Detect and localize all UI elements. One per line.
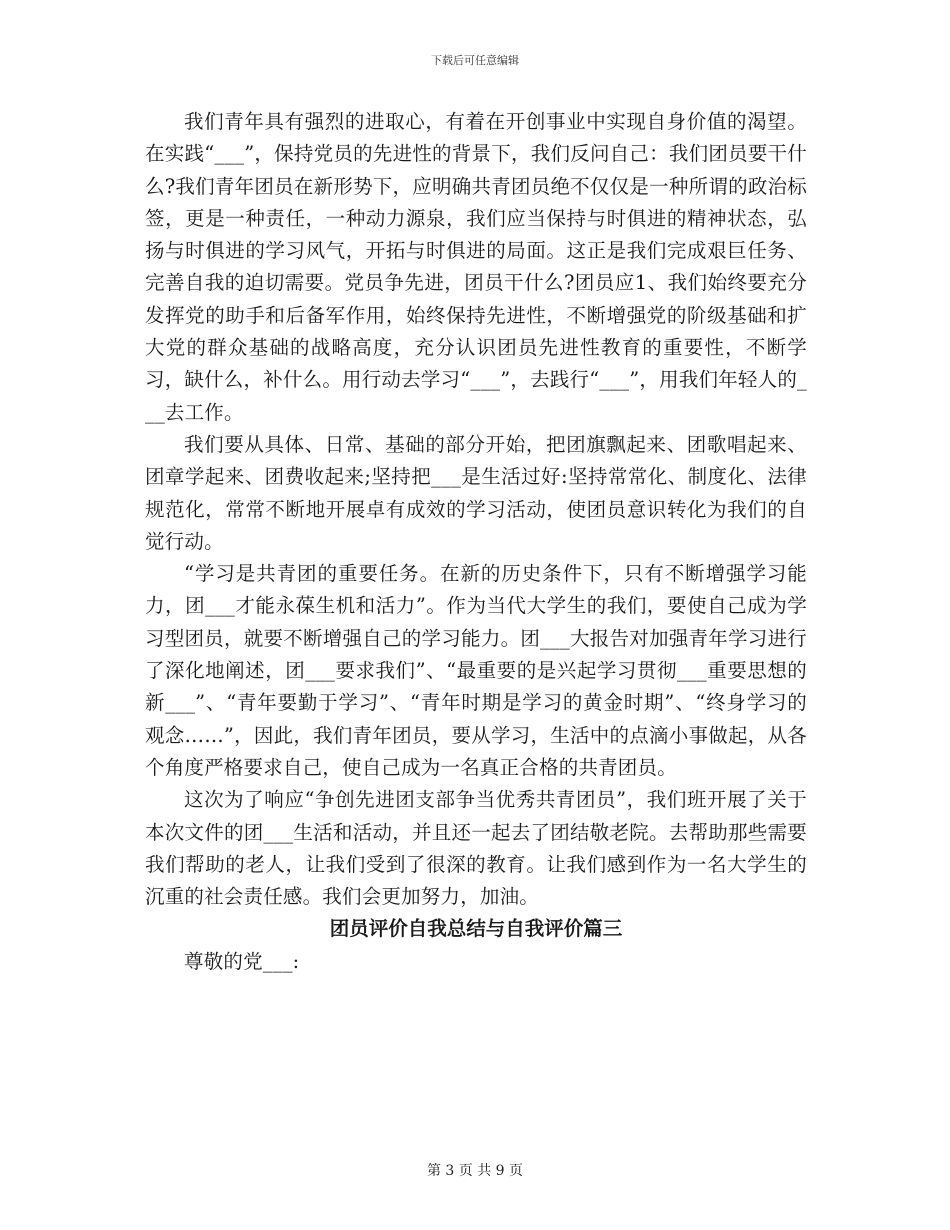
paragraph-2: 我们要从具体、日常、基础的部分开始，把团旗飘起来、团歌唱起来、团章学起来、团费收起来;坚持把___是生活过好:坚持常常化、制度化、法律规范化，常常不断地开展卓有成效的学习活动，使团员意识转化为我们的自觉行动。 <box>145 432 807 553</box>
paragraph-1: 我们青年具有强烈的进取心，有着在开创事业中实现自身价值的渴望。在实践“___”，保持党员的先进性的背景下，我们反问自己：我们团员要干什么?我们青年团员在新形势下，应明确共青团员绝不仅仅是一种所谓的政治标签，更是一种责任，一种动力源泉，我们应当保持与时俱进的精神状态，弘扬与时俱进的学习风气，开拓与时俱进的局面。这正是我们完成艰巨任务、完善自我的迫切需要。党员争先进，团员干什么?团员应1、我们始终要充分发挥党的助手和后备军作用，始终保持先进性，不断增强党的阶级基础和扩大党的群众基础的战略高度，充分认识团员先进性教育的重要性，不断学习，缺什么，补什么。用行动去学习“___”，去践行“___”，用我们年轻人的___去工作。 <box>145 110 807 424</box>
paragraph-4: 这次为了响应“争创先进团支部争当优秀共青团员”，我们班开展了关于本次文件的团___生活和活动，并且还一起去了团结敬老院。去帮助那些需要我们帮助的老人，让我们受到了很深的教育。让我们感到作为一名大学生的沉重的社会责任感。我们会更加努力，加油。 <box>145 788 807 909</box>
page-header: 下载后可任意编辑 <box>431 54 519 67</box>
salutation: 尊敬的党___: <box>184 949 300 973</box>
section-title: 团员评价自我总结与自我评价篇三 <box>329 917 623 941</box>
paragraph-3: “学习是共青团的重要任务。在新的历史条件下，只有不断增强学习能力，团___才能永葆生机和活力”。作为当代大学生的我们，要使自己成为学习型团员，就要不断增强自己的学习能力。团___大报告对加强青年学习进行了深化地阐述，团___要求我们”、“最重要的是兴起学习贯彻___重要思想的新___”、“青年要勤于学习”、“青年时期是学习的黄金时期”、“终身学习的观念……”，因此，我们青年团员，要从学习，生活中的点滴小事做起，从各个角度严格要求自己，使自己成为一名真正合格的共青团员。 <box>145 562 807 779</box>
document-body <box>145 106 807 978</box>
page-number: 第 3 页 共 9 页 <box>426 1163 524 1179</box>
